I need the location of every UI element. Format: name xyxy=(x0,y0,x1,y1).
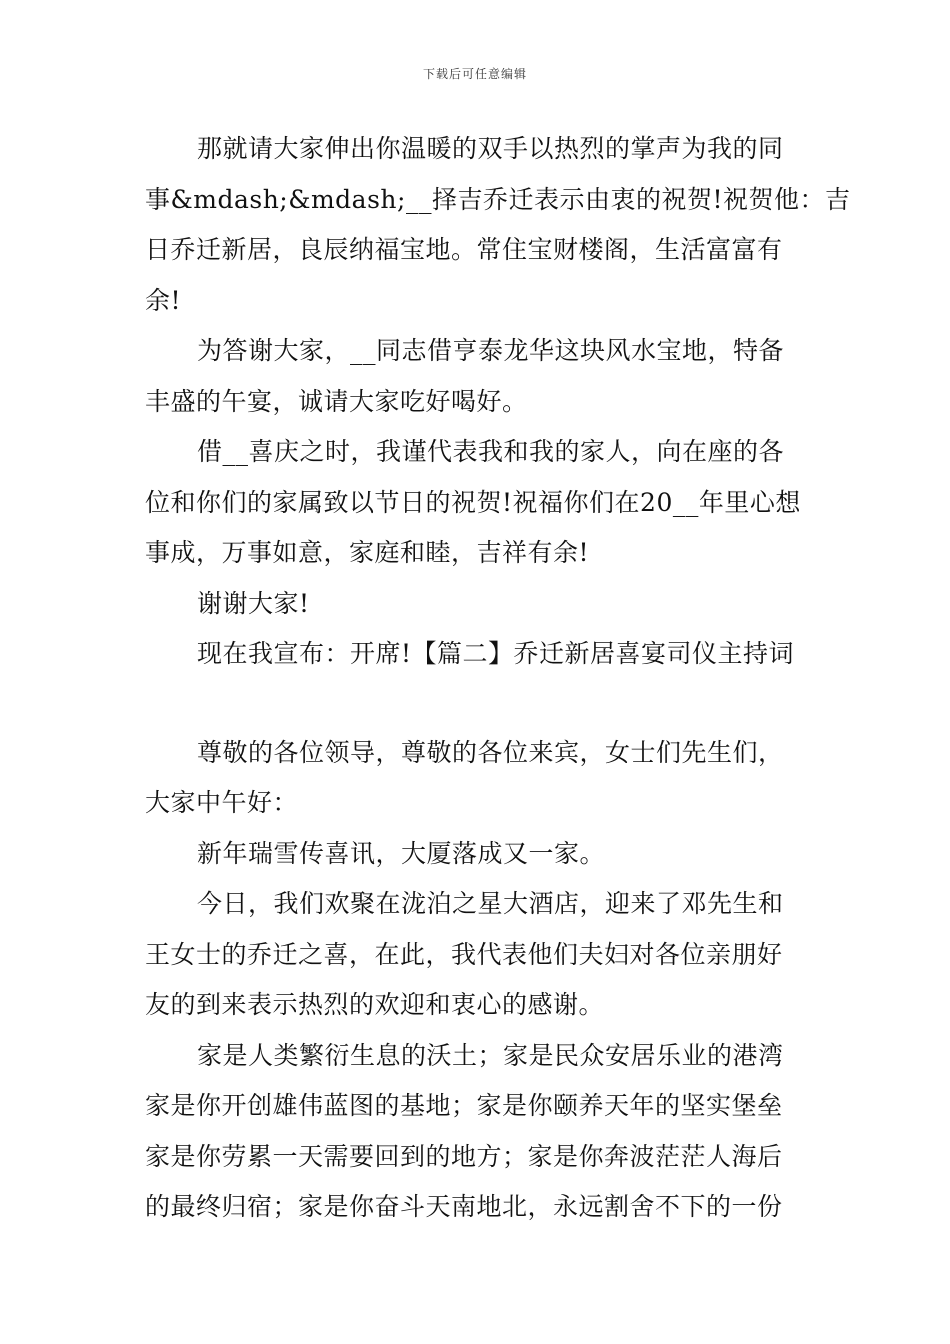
text-line: 王女士的乔迁之喜，在此，我代表他们夫妇对各位亲朋好 xyxy=(145,939,783,969)
text-line: 借__喜庆之时，我谨代表我和我的家人，向在座的各 xyxy=(197,437,785,466)
text-line: 友的到来表示热烈的欢迎和衷心的感谢。 xyxy=(145,990,605,1019)
paragraph-gap xyxy=(145,680,805,728)
text-line: 的最终归宿；家是你奋斗天南地北，永远割舍不下的一份 xyxy=(145,1192,783,1221)
text-line: 丰盛的午宴，诚请大家吃好喝好。 xyxy=(145,386,528,416)
text-line: 尊敬的各位领导，尊敬的各位来宾，女士们先生们， xyxy=(197,737,784,767)
text-line: 家是你开创雄伟蓝图的基地；家是你颐养天年的坚实堡垒 xyxy=(145,1091,783,1120)
paragraph xyxy=(145,579,805,630)
text-line: 为答谢大家，__同志借亨泰龙华这块风水宝地，特备 xyxy=(197,336,785,365)
text-line: 新年瑞雪传喜讯，大厦落成又一家。 xyxy=(197,838,606,868)
text-line: 日乔迁新居，良辰纳福宝地。常住宝财楼阁，生活富富有 xyxy=(145,235,783,264)
paragraph xyxy=(145,728,805,829)
text-line: 位和你们的家属致以节日的祝贺!祝福你们在20__年里心想 xyxy=(145,487,801,517)
paragraph xyxy=(145,879,805,1031)
text-line: 家是人类繁衍生息的沃土；家是民众安居乐业的港湾 xyxy=(197,1040,784,1070)
text-line: 家是你劳累一天需要回到的地方；家是你奔波茫茫人海后 xyxy=(145,1141,783,1171)
text-line: 谢谢大家! xyxy=(197,588,310,618)
page-header: 下载后可任意编辑 xyxy=(422,67,527,81)
paragraph xyxy=(145,124,851,326)
text-line: 大家中午好： xyxy=(145,788,299,817)
text-line: 事成，万事如意，家庭和睦，吉祥有余! xyxy=(145,538,590,567)
paragraph xyxy=(145,1031,805,1233)
text-line: 现在我宣布：开席!【篇二】乔迁新居喜宴司仪主持词 xyxy=(197,639,795,668)
paragraph xyxy=(145,829,805,880)
text-line: 事&mdash;&mdash;__择吉乔迁表示由衷的祝贺!祝贺他：吉 xyxy=(145,184,851,214)
text-line: 余! xyxy=(145,285,182,315)
paragraph xyxy=(145,326,805,427)
paragraph xyxy=(145,427,805,579)
text-line: 那就请大家伸出你温暖的双手以热烈的掌声为我的同 xyxy=(197,134,784,163)
paragraph xyxy=(145,629,805,680)
document-body xyxy=(145,124,851,1233)
text-line: 今日，我们欢聚在泷泊之星大酒店，迎来了邓先生和 xyxy=(197,889,784,918)
